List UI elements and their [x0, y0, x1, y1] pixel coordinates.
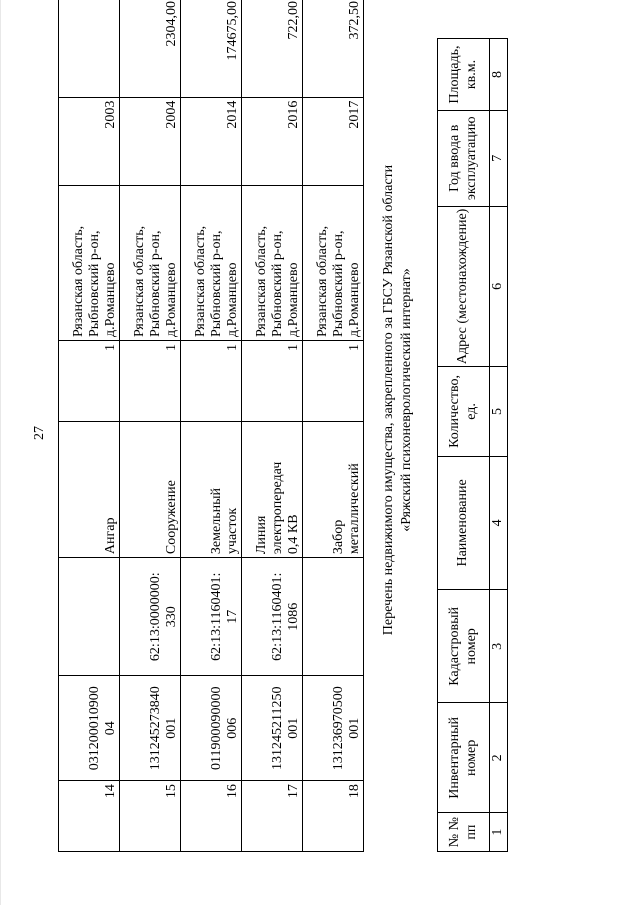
- cadastral-line: 330: [163, 606, 179, 628]
- table-row: [303, 0, 364, 852]
- cadastral-line: 62:13:1160401:: [208, 572, 224, 661]
- inventory-line: 001: [285, 717, 301, 739]
- year: 2014: [181, 97, 242, 185]
- inventory-number: [303, 676, 364, 781]
- area: 2304,00: [120, 0, 181, 97]
- address-line: д.Романцево: [346, 262, 362, 337]
- address: [59, 185, 120, 340]
- quantity: 1: [303, 340, 364, 421]
- inventory-line: 131245273840: [147, 686, 163, 771]
- page-edge: [0, 0, 1, 905]
- row-number: 18: [303, 781, 364, 852]
- column-number: 8: [490, 39, 508, 111]
- address-line: д.Романцево: [102, 262, 118, 337]
- object-name-line: Ангар: [102, 517, 118, 555]
- object-name: [242, 422, 303, 558]
- object-name-line: Линия: [253, 515, 269, 555]
- inventory-line: 001: [163, 717, 179, 739]
- quantity: 1: [59, 340, 120, 421]
- inventory-number: [181, 676, 242, 781]
- table-row: [120, 0, 181, 852]
- object-name: [303, 422, 364, 558]
- address-line: д.Романцево: [224, 262, 240, 337]
- property-table-continued: [58, 0, 364, 852]
- cadastral-number: [303, 558, 364, 676]
- inventory-line: 006: [224, 717, 240, 739]
- column-number: 2: [490, 703, 508, 813]
- inventory-line: 131236970500: [330, 686, 346, 771]
- cadastral-line: 17: [224, 609, 240, 624]
- object-name-line: Забор: [330, 519, 346, 555]
- inventory-line: 011900090000: [208, 686, 224, 770]
- caption-line-2: «Ряжский психоневрологический интернат»: [398, 268, 414, 532]
- property-table-header: [437, 38, 508, 852]
- address-line: Рязанская область,: [253, 225, 269, 337]
- object-name: [181, 422, 242, 558]
- inventory-line: 001: [346, 717, 362, 739]
- header-number: № № пп: [438, 813, 490, 852]
- object-name: [120, 422, 181, 558]
- table-row: [181, 0, 242, 852]
- inventory-number: [59, 676, 120, 781]
- address: [181, 185, 242, 340]
- address-line: Рыбновский р-он,: [208, 230, 224, 337]
- address-line: Рязанская область,: [314, 225, 330, 337]
- address-line: Рязанская область,: [70, 225, 86, 337]
- header-address: Адрес (местонахождение): [438, 206, 490, 367]
- address: [242, 185, 303, 340]
- row-number: 15: [120, 781, 181, 852]
- quantity: 1: [242, 340, 303, 421]
- year: 2017: [303, 97, 364, 185]
- header-cadastral: Кадастровый номер: [438, 590, 490, 703]
- address: [120, 185, 181, 340]
- object-name: [59, 422, 120, 558]
- cadastral-number: [120, 558, 181, 676]
- page-number: 27: [32, 426, 47, 440]
- inventory-line: 031200010900: [86, 686, 102, 771]
- year: 2003: [59, 97, 120, 185]
- inventory-number: [242, 676, 303, 781]
- address-line: Рыбновский р-он,: [86, 230, 102, 337]
- header-inventory: Инвентарный номер: [438, 703, 490, 813]
- area: 722,00: [242, 0, 303, 97]
- cadastral-number: [59, 558, 120, 676]
- object-name-line: электропередач: [269, 461, 285, 555]
- year: 2016: [242, 97, 303, 185]
- inventory-number: [120, 676, 181, 781]
- column-number: 1: [490, 813, 508, 852]
- inventory-line: 131245211250: [269, 686, 285, 770]
- address-line: Рыбновский р-он,: [147, 230, 163, 337]
- cadastral-number: [242, 558, 303, 676]
- object-name-line: 0,4 КВ: [285, 514, 301, 555]
- address-line: Рыбновский р-он,: [330, 230, 346, 337]
- column-number: 5: [490, 367, 508, 456]
- object-name-line: Сооружение: [163, 480, 179, 555]
- column-number: 7: [490, 111, 508, 206]
- area: [59, 0, 120, 97]
- cadastral-number: [181, 558, 242, 676]
- header-area: Площадь, кв.м.: [438, 39, 490, 111]
- cadastral-line: 1086: [285, 602, 301, 631]
- table-caption: [380, 100, 415, 700]
- address-line: Рязанская область,: [131, 225, 147, 337]
- area: 174675,00: [181, 0, 242, 97]
- header-quantity: Количество, ед.: [438, 367, 490, 456]
- column-number: 4: [490, 456, 508, 590]
- quantity: 1: [120, 340, 181, 421]
- object-name-line: металлический: [346, 463, 362, 555]
- inventory-line: 04: [102, 721, 118, 736]
- row-number: 16: [181, 781, 242, 852]
- header-name: Наименование: [438, 456, 490, 590]
- column-number: 6: [490, 206, 508, 367]
- column-number: 3: [490, 590, 508, 703]
- table-row: [59, 0, 120, 852]
- object-name-line: Земельный: [208, 488, 224, 555]
- caption-line-1: Перечень недвижимого имущества, закрепленного за ГБСУ Рязанской области: [381, 164, 396, 636]
- row-number: 14: [59, 781, 120, 852]
- cadastral-line: 62:13:1160401:: [269, 572, 285, 661]
- address-line: д.Романцево: [285, 262, 301, 337]
- table-row: [242, 0, 303, 852]
- cadastral-line: 62:13:0000000:: [147, 572, 163, 662]
- header-year: Год ввода в эксплуатацию: [438, 111, 490, 206]
- address: [303, 185, 364, 340]
- quantity: 1: [181, 340, 242, 421]
- area: 372,50: [303, 0, 364, 97]
- address-line: Рыбновский р-он,: [269, 230, 285, 337]
- year: 2004: [120, 97, 181, 185]
- address-line: Рязанская область,: [192, 225, 208, 337]
- row-number: 17: [242, 781, 303, 852]
- address-line: д.Романцево: [163, 262, 179, 337]
- object-name-line: участок: [224, 507, 240, 555]
